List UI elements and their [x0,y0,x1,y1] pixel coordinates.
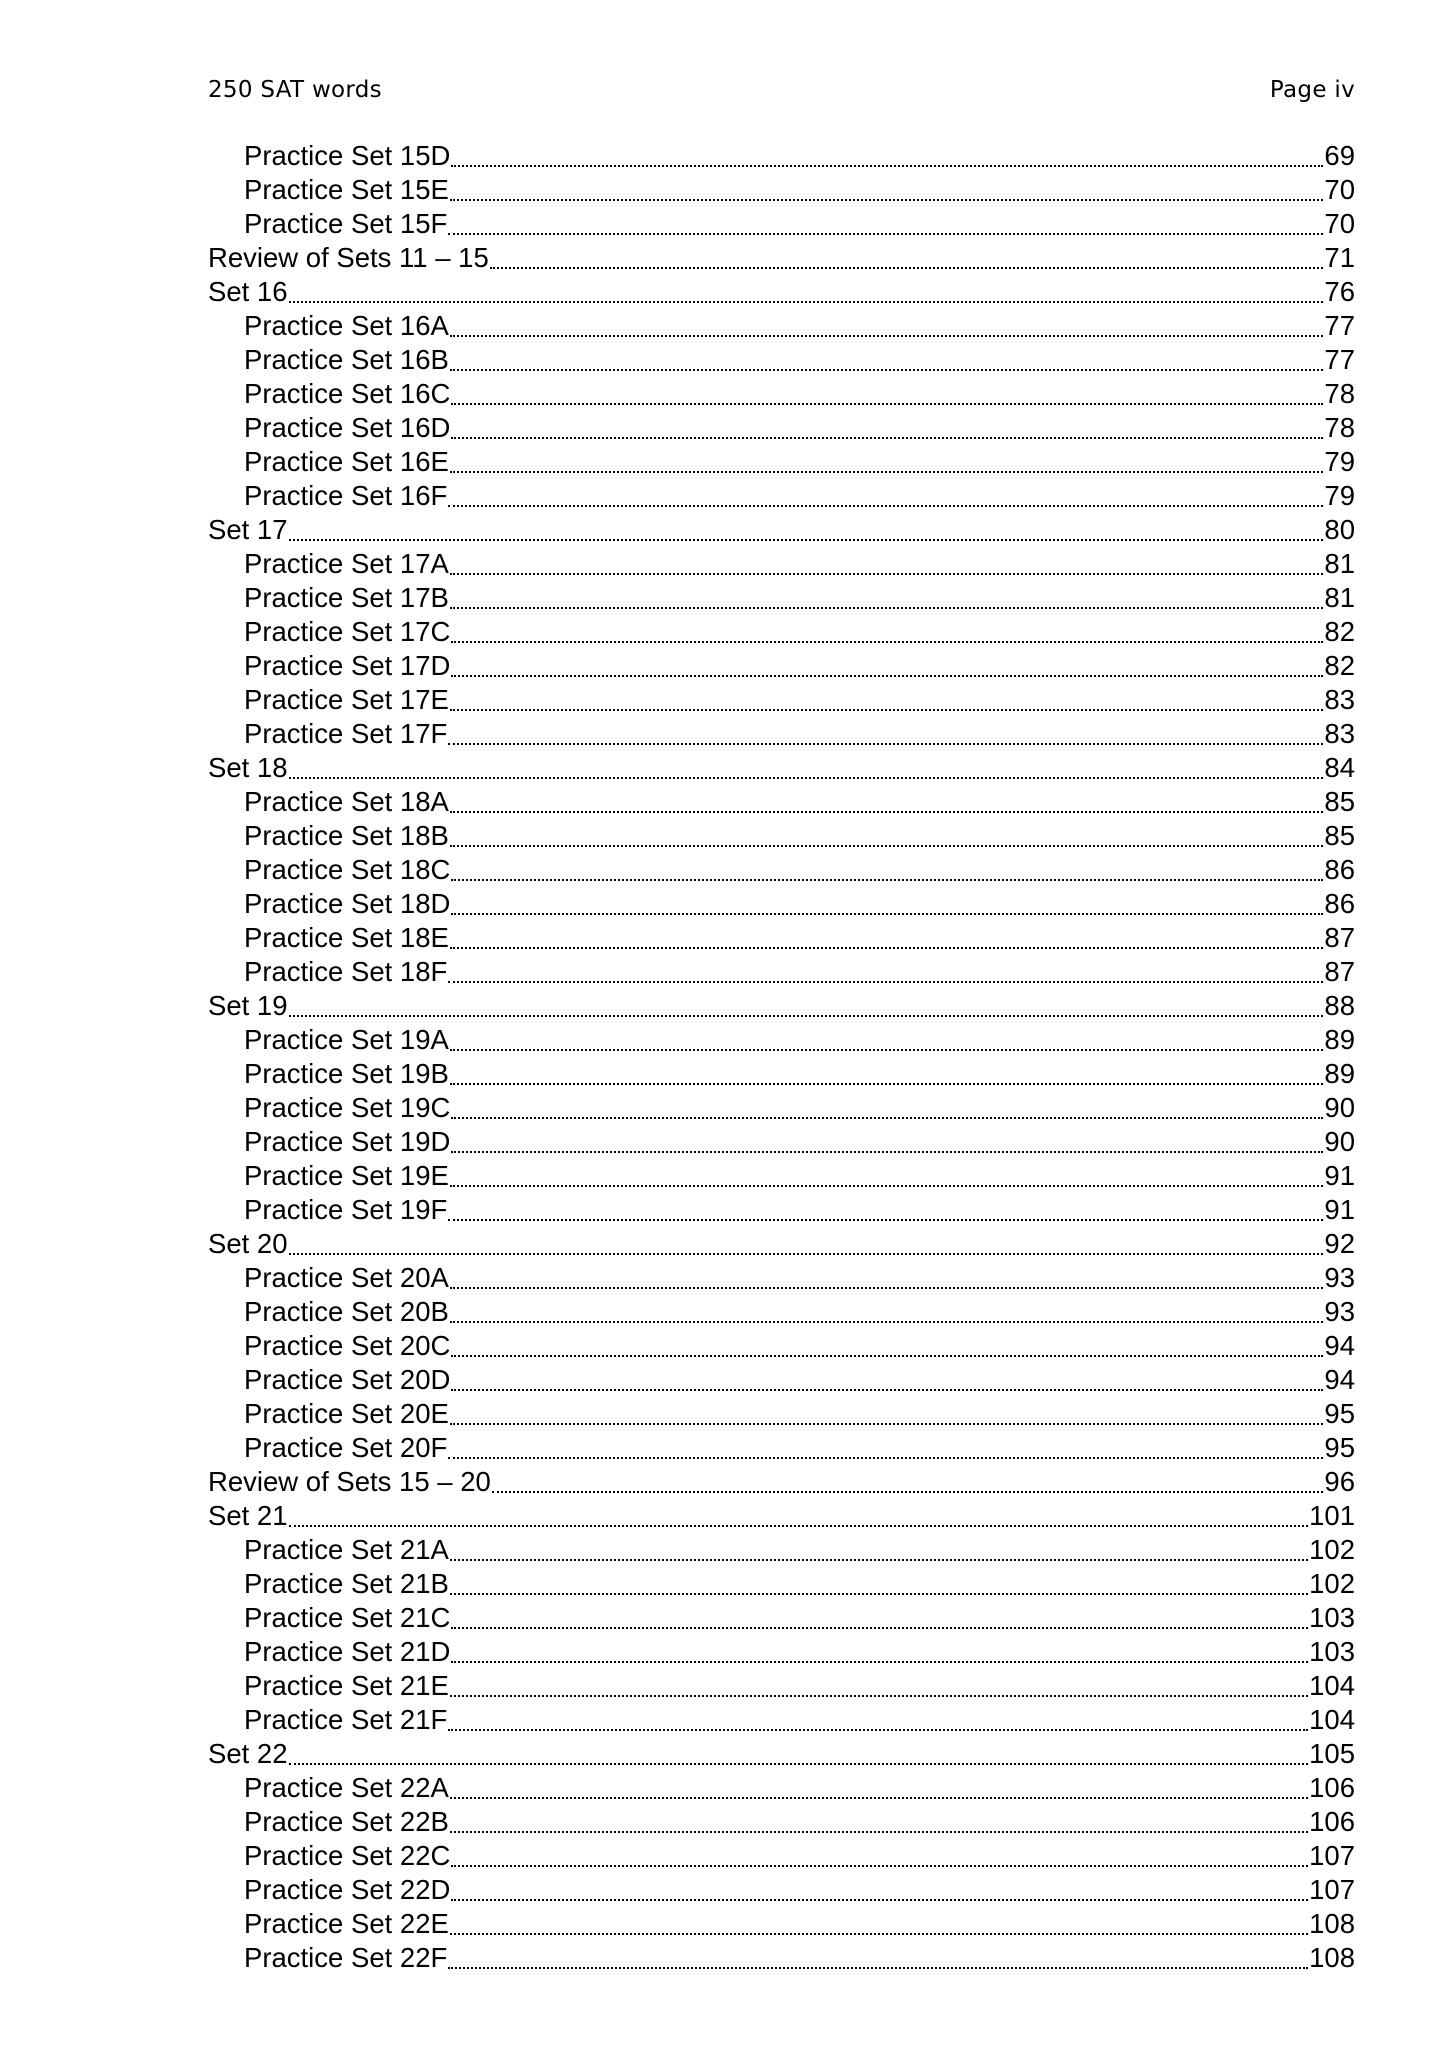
dot-leader [448,981,1323,983]
toc-entry-title: Practice Set 20C [244,1330,451,1361]
dot-leader [289,1015,1324,1017]
toc-entry[interactable] [208,309,1355,343]
dot-leader [450,1593,1308,1595]
toc-entry-title: Practice Set 16C [244,378,451,409]
dot-leader [450,1321,1324,1323]
toc-entry-title: Practice Set 21D [244,1636,451,1667]
toc-entry-title: Practice Set 18E [244,922,449,953]
toc-entry[interactable] [208,1193,1355,1227]
document-title: 250 SAT words [208,77,382,103]
dot-leader [289,539,1324,541]
toc-entry-title: Practice Set 18A [244,786,449,817]
dot-leader [450,1185,1324,1187]
toc-entry-page-number: 79 [1324,446,1355,477]
toc-entry-page-number: 103 [1309,1636,1355,1667]
toc-entry-page-number: 81 [1324,582,1355,613]
dot-leader [490,267,1324,269]
toc-entry-page-number: 85 [1324,786,1355,817]
toc-entry-page-number: 102 [1309,1568,1355,1599]
dot-leader [289,1253,1324,1255]
toc-entry[interactable] [208,683,1355,717]
toc-entry-page-number: 91 [1324,1160,1355,1191]
toc-entry-page-number: 93 [1324,1296,1355,1327]
toc-entry-page-number: 87 [1324,956,1355,987]
dot-leader [450,947,1324,949]
toc-entry-title: Practice Set 16D [244,412,451,443]
toc-entry-page-number: 81 [1324,548,1355,579]
toc-entry[interactable] [208,785,1355,819]
dot-leader [451,1117,1323,1119]
toc-entry-page-number: 107 [1309,1874,1355,1905]
dot-leader [451,165,1323,167]
toc-entry-title: Practice Set 18C [244,854,451,885]
toc-entry[interactable] [208,751,1355,785]
toc-entry-title: Practice Set 22B [244,1806,449,1837]
toc-entry-title: Practice Set 19B [244,1058,449,1089]
toc-entry[interactable] [208,1363,1355,1397]
dot-leader [451,641,1323,643]
toc-entry-title: Practice Set 19A [244,1024,449,1055]
toc-entry-page-number: 79 [1324,480,1355,511]
toc-entry-page-number: 82 [1324,650,1355,681]
toc-entry-title: Practice Set 21B [244,1568,449,1599]
toc-entry[interactable] [208,1397,1355,1431]
toc-entry-title: Practice Set 15D [244,140,451,171]
toc-entry[interactable] [208,1635,1355,1669]
toc-entry-title: Set 19 [208,990,288,1021]
dot-leader [451,1355,1323,1357]
toc-entry-page-number: 70 [1324,174,1355,205]
toc-entry-title: Set 17 [208,514,288,545]
toc-entry-title: Practice Set 17D [244,650,451,681]
toc-entry-title: Practice Set 18B [244,820,449,851]
toc-entry[interactable] [208,479,1355,513]
toc-entry[interactable] [208,343,1355,377]
toc-entry-page-number: 84 [1324,752,1355,783]
toc-entry-title: Practice Set 17F [244,718,448,749]
toc-entry[interactable] [208,1839,1355,1873]
toc-entry-title: Practice Set 19F [244,1194,448,1225]
toc-entry-title: Practice Set 15F [244,208,448,239]
toc-entry[interactable] [208,1091,1355,1125]
page-header [208,70,1355,110]
toc-entry-title: Set 21 [208,1500,288,1531]
toc-entry[interactable] [208,921,1355,955]
dot-leader [451,1151,1323,1153]
toc-entry-page-number: 77 [1324,344,1355,375]
toc-entry-title: Practice Set 22E [244,1908,449,1939]
toc-entry-page-number: 78 [1324,378,1355,409]
toc-entry-title: Practice Set 21C [244,1602,451,1633]
toc-entry[interactable] [208,649,1355,683]
dot-leader [450,1831,1308,1833]
toc-entry-title: Practice Set 20B [244,1296,449,1327]
toc-entry-page-number: 101 [1309,1500,1355,1531]
toc-entry-page-number: 87 [1324,922,1355,953]
toc-entry[interactable] [208,819,1355,853]
toc-entry-page-number: 89 [1324,1058,1355,1089]
dot-leader [448,505,1323,507]
toc-entry[interactable] [208,1465,1355,1499]
dot-leader [450,369,1324,371]
toc-entry[interactable] [208,1159,1355,1193]
toc-entry-title: Practice Set 22C [244,1840,451,1871]
toc-entry[interactable] [208,1023,1355,1057]
toc-entry[interactable] [208,513,1355,547]
dot-leader [451,437,1323,439]
toc-entry[interactable] [208,139,1355,173]
toc-entry-title: Practice Set 17B [244,582,449,613]
toc-entry-title: Set 18 [208,752,288,783]
toc-entry[interactable] [208,1567,1355,1601]
toc-entry[interactable] [208,1737,1355,1771]
toc-entry-title: Review of Sets 15 – 20 [208,1466,491,1497]
toc-entry[interactable] [208,1499,1355,1533]
toc-entry-page-number: 82 [1324,616,1355,647]
toc-entry-page-number: 95 [1324,1398,1355,1429]
dot-leader [451,1389,1323,1391]
toc-entry-title: Practice Set 22F [244,1942,448,1973]
dot-leader [450,1287,1324,1289]
toc-entry-page-number: 92 [1324,1228,1355,1259]
toc-entry-title: Practice Set 20A [244,1262,449,1293]
toc-entry-page-number: 90 [1324,1126,1355,1157]
dot-leader [448,233,1323,235]
dot-leader [450,1695,1308,1697]
toc-entry-page-number: 77 [1324,310,1355,341]
dot-leader [451,1865,1308,1867]
toc-entry-page-number: 106 [1309,1806,1355,1837]
toc-entry-page-number: 94 [1324,1330,1355,1361]
dot-leader [450,709,1324,711]
toc-entry-title: Practice Set 20D [244,1364,451,1395]
toc-entry-page-number: 80 [1324,514,1355,545]
toc-entry-title: Practice Set 19D [244,1126,451,1157]
dot-leader [450,1797,1308,1799]
toc-entry-title: Practice Set 19E [244,1160,449,1191]
dot-leader [450,1049,1324,1051]
toc-entry[interactable] [208,615,1355,649]
dot-leader [451,403,1323,405]
toc-entry-page-number: 90 [1324,1092,1355,1123]
toc-entry-page-number: 104 [1309,1704,1355,1735]
toc-entry[interactable] [208,887,1355,921]
toc-entry-page-number: 105 [1309,1738,1355,1769]
toc-entry-title: Set 20 [208,1228,288,1259]
dot-leader [450,1423,1324,1425]
toc-entry-page-number: 94 [1324,1364,1355,1395]
toc-entry-page-number: 86 [1324,854,1355,885]
toc-entry[interactable] [208,581,1355,615]
toc-entry-page-number: 103 [1309,1602,1355,1633]
toc-entry[interactable] [208,173,1355,207]
toc-entry-title: Practice Set 19C [244,1092,451,1123]
toc-entry[interactable] [208,1533,1355,1567]
toc-entry[interactable] [208,1873,1355,1907]
dot-leader [448,1219,1323,1221]
toc-entry-title: Practice Set 17C [244,616,451,647]
toc-entry[interactable] [208,1941,1355,1975]
table-of-contents [208,139,1355,1975]
toc-entry[interactable] [208,377,1355,411]
toc-entry-title: Set 22 [208,1738,288,1769]
dot-leader [450,335,1324,337]
toc-entry-page-number: 108 [1309,1908,1355,1939]
toc-entry-page-number: 91 [1324,1194,1355,1225]
toc-entry-title: Practice Set 20E [244,1398,449,1429]
toc-entry[interactable] [208,1805,1355,1839]
toc-entry-title: Set 16 [208,276,288,307]
toc-entry-title: Practice Set 16A [244,310,449,341]
toc-entry[interactable] [208,1125,1355,1159]
toc-entry-title: Practice Set 21A [244,1534,449,1565]
dot-leader [448,1967,1308,1969]
toc-entry-page-number: 104 [1309,1670,1355,1701]
dot-leader [448,1729,1308,1731]
toc-entry[interactable] [208,1907,1355,1941]
page-number-label: Page iv [1269,77,1355,103]
dot-leader [451,879,1323,881]
dot-leader [289,1525,1309,1527]
dot-leader [448,743,1323,745]
toc-entry[interactable] [208,411,1355,445]
dot-leader [450,1083,1324,1085]
toc-entry-title: Practice Set 21F [244,1704,448,1735]
dot-leader [289,1763,1309,1765]
toc-entry-title: Practice Set 15E [244,174,449,205]
dot-leader [450,199,1324,201]
toc-entry[interactable] [208,1295,1355,1329]
toc-entry[interactable] [208,241,1355,275]
dot-leader [451,675,1323,677]
toc-entry-page-number: 95 [1324,1432,1355,1463]
toc-entry[interactable] [208,717,1355,751]
toc-entry-page-number: 93 [1324,1262,1355,1293]
toc-entry-title: Practice Set 17A [244,548,449,579]
toc-entry[interactable] [208,1601,1355,1635]
toc-entry-page-number: 83 [1324,684,1355,715]
toc-entry[interactable] [208,1261,1355,1295]
toc-entry[interactable] [208,1703,1355,1737]
toc-entry[interactable] [208,955,1355,989]
toc-entry[interactable] [208,1329,1355,1363]
toc-entry-title: Practice Set 18F [244,956,448,987]
toc-entry-title: Practice Set 22A [244,1772,449,1803]
toc-entry-title: Practice Set 16B [244,344,449,375]
toc-entry[interactable] [208,1431,1355,1465]
toc-entry[interactable] [208,275,1355,309]
toc-entry-page-number: 86 [1324,888,1355,919]
dot-leader [450,573,1324,575]
dot-leader [450,1559,1308,1561]
toc-entry-title: Practice Set 20F [244,1432,448,1463]
dot-leader [448,1457,1323,1459]
toc-entry-page-number: 78 [1324,412,1355,443]
toc-entry-page-number: 85 [1324,820,1355,851]
toc-entry-title: Practice Set 21E [244,1670,449,1701]
toc-entry-page-number: 69 [1324,140,1355,171]
toc-entry[interactable] [208,1057,1355,1091]
toc-entry-page-number: 71 [1324,242,1355,273]
toc-entry-title: Practice Set 16F [244,480,448,511]
toc-entry-page-number: 107 [1309,1840,1355,1871]
dot-leader [450,1933,1308,1935]
toc-entry-title: Practice Set 17E [244,684,449,715]
toc-entry-page-number: 76 [1324,276,1355,307]
toc-entry-title: Practice Set 16E [244,446,449,477]
toc-entry-title: Practice Set 22D [244,1874,451,1905]
toc-entry[interactable] [208,1771,1355,1805]
dot-leader [492,1491,1324,1493]
toc-entry[interactable] [208,445,1355,479]
toc-entry-page-number: 88 [1324,990,1355,1021]
toc-entry-title: Review of Sets 11 – 15 [208,242,489,273]
dot-leader [289,301,1324,303]
toc-entry-page-number: 108 [1309,1942,1355,1973]
toc-entry[interactable] [208,547,1355,581]
toc-entry-title: Practice Set 18D [244,888,451,919]
toc-entry[interactable] [208,207,1355,241]
toc-entry-page-number: 83 [1324,718,1355,749]
toc-entry-page-number: 106 [1309,1772,1355,1803]
dot-leader [451,1899,1308,1901]
toc-entry[interactable] [208,853,1355,887]
dot-leader [289,777,1324,779]
toc-entry[interactable] [208,1227,1355,1261]
dot-leader [451,1661,1308,1663]
toc-entry[interactable] [208,989,1355,1023]
dot-leader [450,471,1324,473]
dot-leader [450,811,1324,813]
dot-leader [450,607,1324,609]
toc-entry-page-number: 89 [1324,1024,1355,1055]
toc-entry[interactable] [208,1669,1355,1703]
dot-leader [451,1627,1308,1629]
toc-entry-page-number: 70 [1324,208,1355,239]
dot-leader [450,845,1324,847]
toc-entry-page-number: 102 [1309,1534,1355,1565]
dot-leader [451,913,1323,915]
toc-entry-page-number: 96 [1324,1466,1355,1497]
